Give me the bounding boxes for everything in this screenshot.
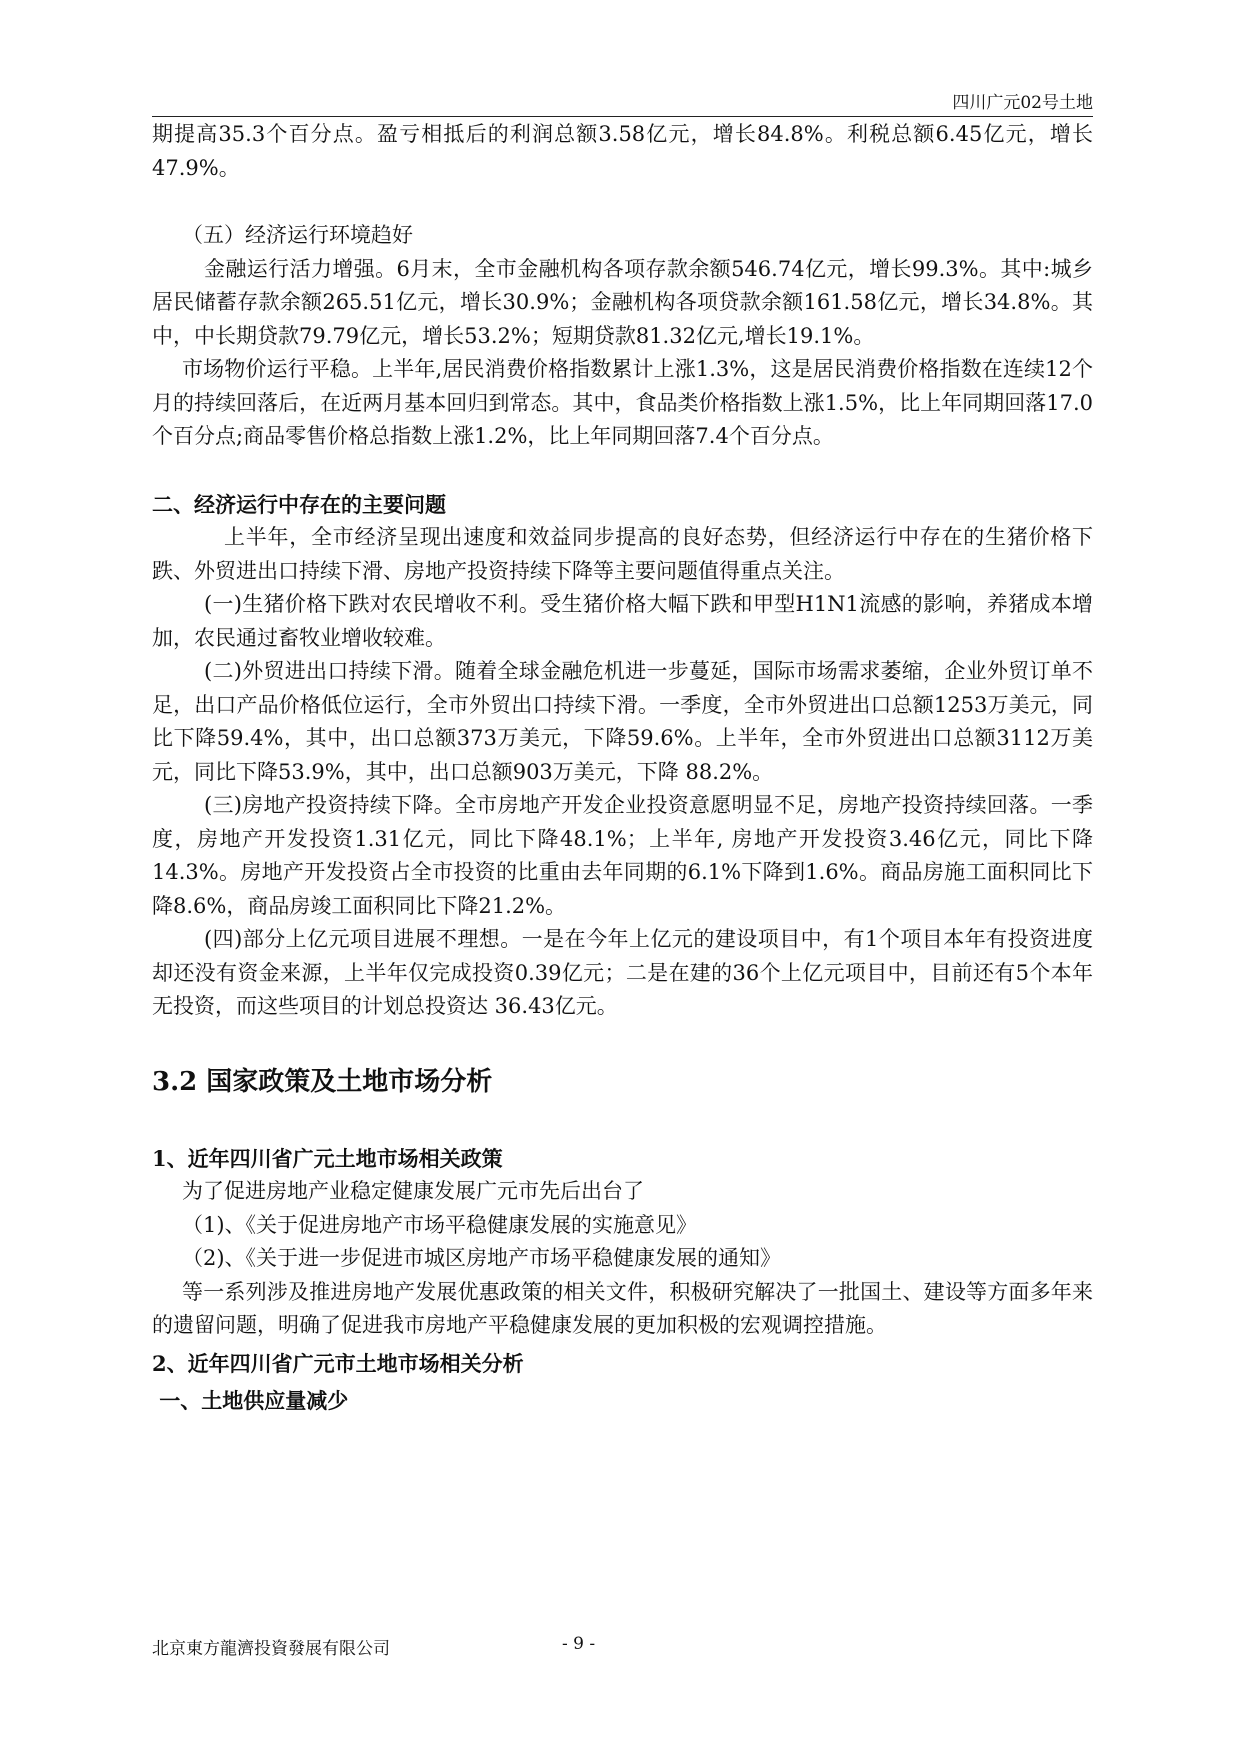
paragraph-foreign-trade: (二)外贸进出口持续下滑。随着全球金融危机进一步蔓延，国际市场需求萎缩，企业外贸订单不足，出口产品价格低位运行，全市外贸出口持续下滑。一季度，全市外贸进出口总额1253万美元，同比下降59.4%，其中，出口总额373万美元，下降59.6%。上半年，全市外贸进出口总额3112万美元，同比下降53.9%，其中，出口总额903万美元，下降 88.2%。 — [152, 659, 1093, 784]
paragraph-pig-prices: (一)生猪价格下跌对农民增收不利。受生猪价格大幅下跌和甲型H1N1流感的影响，养猪成本增加，农民通过畜牧业增收较难。 — [152, 592, 1093, 650]
paragraph-problems-intro: 上半年，全市经济呈现出速度和效益同步提高的良好态势，但经济运行中存在的生猪价格下跌、外贸进出口持续下滑、房地产投资持续下降等主要问题值得重点关注。 — [152, 525, 1093, 583]
paragraph-real-estate: (三)房地产投资持续下降。全市房地产开发企业投资意愿明显不足，房地产投资持续回落。一季度，房地产开发投资1.31亿元，同比下降48.1%；上半年, 房地产开发投资3.46亿元，同比下降14.3%。房地产开发投资占全市投资的比重由去年同期的6.1%下降到1.6%。商品房施工面积同比下降8.6%，商品房竣工面积同比下降21.2%。 — [152, 793, 1093, 918]
subheading-land-supply: 一、土地供应量减少 — [152, 1388, 349, 1413]
subheading-market-analysis: 2、近年四川省广元市土地市场相关分析 — [152, 1350, 524, 1376]
header-title: 四川广元02号土地 — [952, 93, 1093, 113]
page-number: - 9 - — [562, 1634, 596, 1654]
heading-main-problems: 二、经济运行中存在的主要问题 — [152, 491, 446, 517]
heading-economic-environment: （五）经济运行环境趋好 — [182, 223, 413, 247]
page-footer — [152, 1634, 1093, 1658]
policy-item-1: （1)、《关于促进房地产市场平稳健康发展的实施意见》 — [182, 1212, 698, 1237]
subheading-policies: 1、近年四川省广元土地市场相关政策 — [152, 1145, 503, 1171]
paragraph-projects: (四)部分上亿元项目进展不理想。一是在今年上亿元的建设项目中，有1个项目本年有投资进度却还没有资金来源，上半年仅完成投资0.39亿元；二是在建的36个上亿元项目中，目前还有5个本年无投资，而这些项目的计划总投资达 36.43亿元。 — [152, 927, 1093, 1018]
paragraph-policies-intro: 为了促进房地产业稳定健康发展广元市先后出台了 — [182, 1179, 644, 1203]
footer-company: 北京東方龍濟投資發展有限公司 — [152, 1639, 390, 1659]
paragraph-policies-summary: 等一系列涉及推进房地产发展优惠政策的相关文件，积极研究解决了一批国土、建设等方面多年来的遗留问题，明确了促进我市房地产平稳健康发展的更加积极的宏观调控措施。 — [152, 1279, 1093, 1337]
page-header — [152, 88, 1093, 117]
document-body — [152, 118, 1093, 1418]
section-title-3-2: 3.2 国家政策及土地市场分析 — [152, 1066, 493, 1097]
paragraph-finance: 金融运行活力增强。6月末，全市金融机构各项存款余额546.74亿元，增长99.3%。其中:城乡居民储蓄存款余额265.51亿元，增长30.9%；金融机构各项贷款余额161.58亿元，增长34.8%。其中，中长期贷款79.79亿元，增长53.2%；短期贷款81.32亿元,增长19.1%。 — [152, 256, 1093, 348]
paragraph-profit: 期提高35.3个百分点。盈亏相抵后的利润总额3.58亿元，增长84.8%。利税总额6.45亿元，增长47.9%。 — [152, 122, 1093, 180]
paragraph-prices: 市场物价运行平稳。上半年,居民消费价格指数累计上涨1.3%，这是居民消费价格指数在连续12个月的持续回落后，在近两月基本回归到常态。其中，食品类价格指数上涨1.5%，比上年同期回落17.0个百分点;商品零售价格总指数上涨1.2%，比上年同期回落7.4个百分点。 — [152, 357, 1093, 448]
policy-item-2: （2)、《关于进一步促进市城区房地产市场平稳健康发展的通知》 — [182, 1246, 782, 1270]
